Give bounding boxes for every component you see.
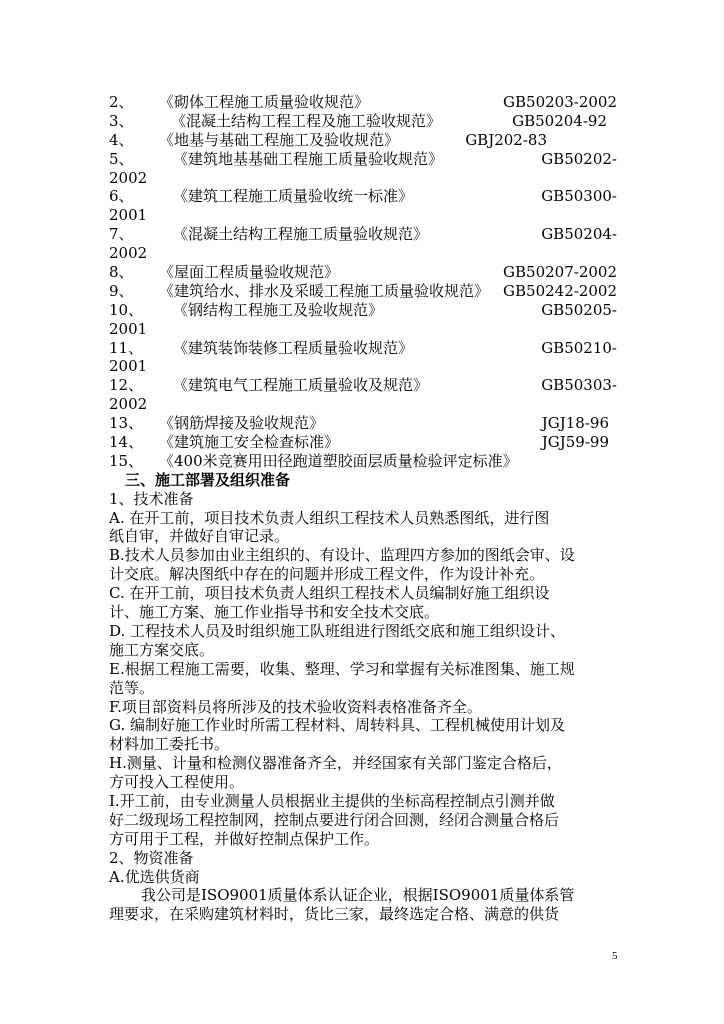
- reference-code: GB50300-: [541, 187, 617, 206]
- reference-title: 《地基与基础工程施工及验收规范》: [159, 130, 400, 149]
- reference-title: 《混凝土结构工程工程及施工验收规范》: [171, 111, 442, 130]
- reference-item: [109, 339, 629, 358]
- document-body: [109, 93, 629, 924]
- reference-number: 7、: [109, 225, 134, 244]
- reference-code: JGJ59-99: [541, 433, 609, 452]
- reference-title: 《建筑工程施工质量验收统一标准》: [173, 187, 414, 206]
- paragraph-line: C. 在开工前，项目技术负责人组织工程技术人员编制好施工组织设: [109, 584, 550, 603]
- reference-title: 《建筑电气工程施工质量验收及规范》: [173, 376, 429, 395]
- reference-title: 《钢结构工程施工及验收规范》: [173, 300, 384, 319]
- reference-code: JGJ18-96: [541, 414, 609, 433]
- reference-item: [109, 376, 629, 395]
- reference-number: 14、: [109, 433, 144, 452]
- paragraph-line: 方可投入工程使用。: [109, 773, 245, 792]
- paragraph-line: 计交底。解决图纸中存在的问题并形成工程文件，作为设计补充。: [109, 565, 545, 584]
- reference-title: 《钢筋焊接及验收规范》: [159, 414, 325, 433]
- reference-code-continuation: 2001: [109, 206, 148, 225]
- reference-code-continuation: 2002: [109, 244, 148, 263]
- reference-code-continuation: 2002: [109, 395, 148, 414]
- reference-code: GBJ202-83: [465, 130, 547, 149]
- paragraph-line: 理要求，在采购建筑材料时，货比三家，最终选定合格、满意的供货: [109, 905, 560, 924]
- reference-code-continuation: 2002: [109, 168, 148, 187]
- reference-item: [109, 225, 629, 244]
- reference-number: 13、: [109, 414, 144, 433]
- subsection-heading: A.优选供货商: [109, 867, 200, 886]
- paragraph-line: A. 在开工前，项目技术负责人组织工程技术人员熟悉图纸，进行图: [109, 508, 550, 527]
- subsection-heading: 1、技术准备: [109, 489, 194, 508]
- reference-code: GB50203-2002: [503, 93, 617, 111]
- reference-item: [109, 131, 629, 150]
- reference-number: 9、: [109, 281, 134, 300]
- reference-code: GB50210-: [541, 338, 617, 357]
- reference-number: 15、: [109, 451, 144, 470]
- reference-number: 6、: [109, 187, 134, 206]
- reference-number: 8、: [109, 263, 134, 282]
- paragraph-line: B.技术人员参加由业主组织的、有设计、监理四方参加的图纸会审、设: [109, 546, 575, 565]
- reference-title: 《400米竞赛用田径跑道塑胶面层质量检验评定标准》: [159, 451, 518, 470]
- paragraph-line: I.开工前，由专业测量人员根据业主提供的坐标高程控制点引测并做: [109, 791, 555, 810]
- paragraph-line: G. 编制好施工作业时所需工程材料、周转料具、工程机械使用计划及: [109, 716, 565, 735]
- reference-title: 《建筑地基基础工程施工质量验收规范》: [173, 149, 444, 168]
- reference-number: 11、: [109, 338, 144, 357]
- reference-item: [109, 414, 629, 433]
- reference-code: GB50205-: [541, 300, 617, 319]
- paragraph-line: 方可用于工程，并做好控制点保护工作。: [109, 829, 380, 848]
- subsection-heading: 2、物资准备: [109, 848, 194, 867]
- reference-item: [109, 112, 629, 131]
- page-number: 5: [612, 950, 618, 962]
- reference-code-continuation: 2001: [109, 357, 148, 376]
- paragraph-line: D. 工程技术人员及时组织施工队班组进行图纸交底和施工组织设计、: [109, 621, 566, 640]
- paragraph-line: 计、施工方案、施工作业指导书和安全技术交底。: [109, 603, 440, 622]
- reference-code: GB50204-92: [512, 111, 607, 130]
- reference-item: [109, 263, 629, 282]
- paragraph-line: 纸自审，并做好自审记录。: [109, 527, 290, 546]
- reference-code: GB50202-: [541, 149, 617, 168]
- paragraph-line: F.项目部资料员将所涉及的技术验收资料表格准备齐全。: [109, 697, 482, 716]
- reference-title: 《建筑装饰装修工程质量验收规范》: [173, 338, 414, 357]
- reference-code: GB50303-: [541, 376, 617, 395]
- reference-title: 《建筑施工安全检查标准》: [159, 433, 340, 452]
- paragraph-line: 好二级现场工程控制网，控制点要进行闭合回测，经闭合测量合格后: [109, 810, 560, 829]
- paragraph-line: 施工方案交底。: [109, 640, 215, 659]
- reference-item: [109, 301, 629, 320]
- reference-number: 4、: [109, 130, 134, 149]
- reference-title: 《砌体工程施工质量验收规范》: [159, 93, 370, 111]
- paragraph-line: 材料加工委托书。: [109, 735, 230, 754]
- section-heading: 三、施工部署及组织准备: [125, 470, 291, 489]
- paragraph-line: 范等。: [109, 678, 155, 697]
- reference-title: 《建筑给水、排水及采暖工程施工质量验收规范》: [159, 281, 490, 300]
- reference-item: [109, 433, 629, 452]
- reference-number: 12、: [109, 376, 144, 395]
- reference-item: [109, 187, 629, 206]
- reference-item: [109, 452, 629, 471]
- reference-number: 3、: [109, 111, 134, 130]
- reference-title: 《混凝土结构工程施工质量验收规范》: [173, 225, 429, 244]
- reference-code: GB50204-: [541, 225, 617, 244]
- reference-number: 10、: [109, 300, 144, 319]
- paragraph-line: H.测量、计量和检测仪器准备齐全，并经国家有关部门鉴定合格后，: [109, 754, 562, 773]
- reference-item: [109, 150, 629, 169]
- reference-code: GB50207-2002: [503, 263, 617, 282]
- reference-code: GB50242-2002: [503, 281, 617, 300]
- reference-number: 2、: [109, 93, 134, 111]
- paragraph-line: 我公司是ISO9001质量体系认证企业，根据ISO9001质量体系管: [141, 886, 575, 905]
- reference-code-continuation: 2001: [109, 319, 148, 338]
- paragraph-line: E.根据工程施工需要，收集、整理、学习和掌握有关标准图集、施工规: [109, 659, 575, 678]
- reference-number: 5、: [109, 149, 134, 168]
- reference-title: 《屋面工程质量验收规范》: [159, 263, 340, 282]
- reference-item: [109, 282, 629, 301]
- reference-item: [109, 93, 629, 112]
